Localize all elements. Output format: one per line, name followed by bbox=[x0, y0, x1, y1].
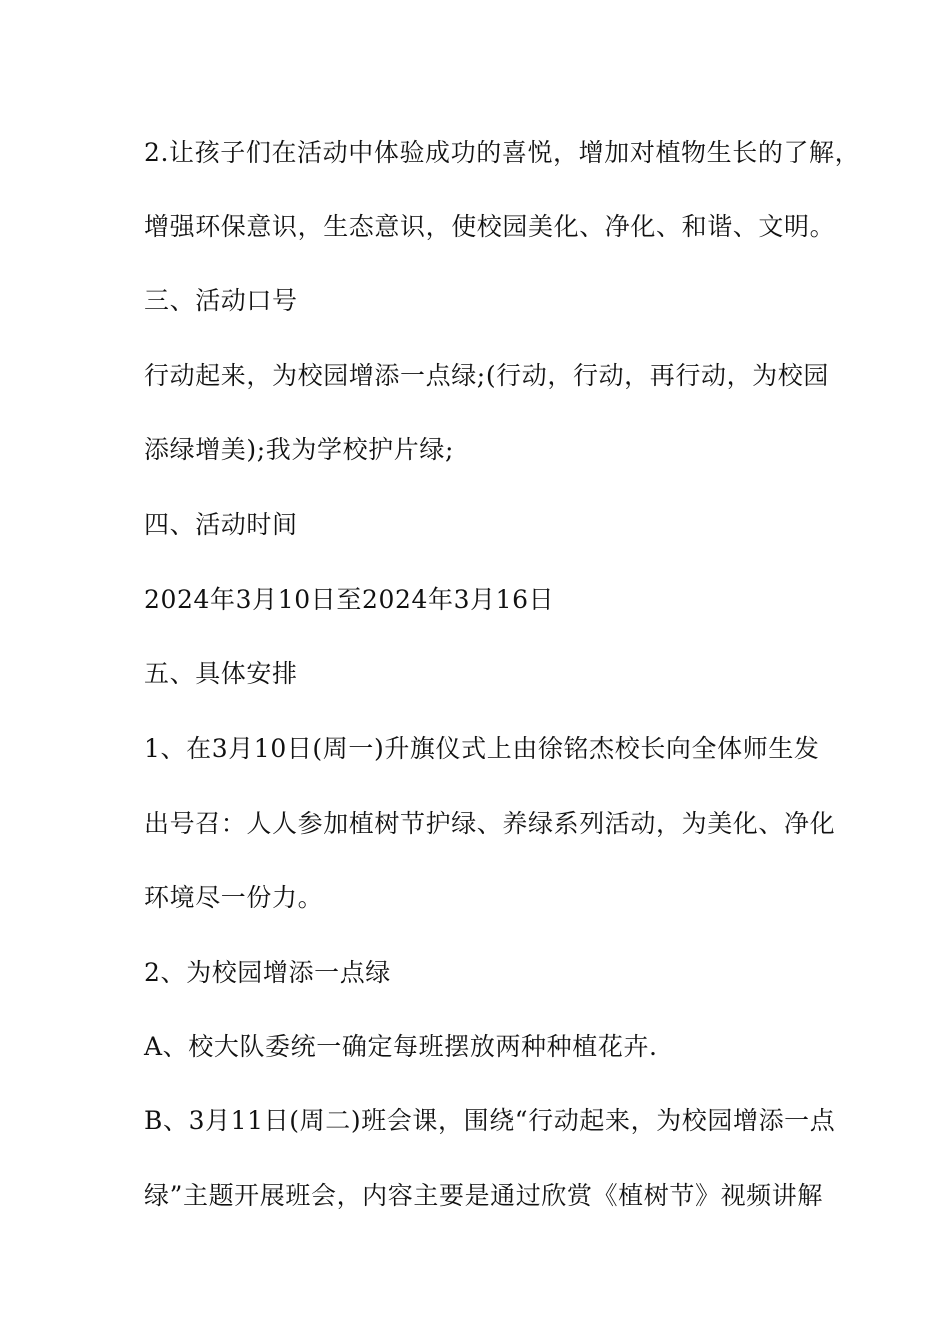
paragraph-item-b-line-1: B、3月11日(周二)班会课，围绕“行动起来，为校园增添一点 bbox=[144, 1106, 836, 1135]
subheading-arrangement-2: 2、为校园增添一点绿 bbox=[144, 958, 391, 987]
paragraph-goal-2-line-2: 增强环保意识，生态意识，使校园美化、净化、和谐、文明。 bbox=[144, 212, 836, 241]
paragraph-arrangement-1-line-1: 1、在3月10日(周一)升旗仪式上由徐铭杰校长向全体师生发 bbox=[144, 734, 820, 763]
paragraph-item-b-line-2: 绿”主题开展班会，内容主要是通过欣赏《植树节》视频讲解 bbox=[144, 1181, 823, 1210]
section-heading-arrangement: 五、具体安排 bbox=[144, 659, 298, 688]
section-heading-slogan: 三、活动口号 bbox=[144, 286, 298, 315]
paragraph-arrangement-1-line-2: 出号召：人人参加植树节护绿、养绿系列活动，为美化、净化 bbox=[144, 809, 836, 838]
paragraph-time: 2024年3月10日至2024年3月16日 bbox=[144, 585, 555, 614]
paragraph-slogan-line-2: 添绿增美);我为学校护片绿; bbox=[144, 435, 454, 464]
paragraph-item-a: A、校大队委统一确定每班摆放两种种植花卉. bbox=[144, 1032, 658, 1061]
section-heading-time: 四、活动时间 bbox=[144, 510, 298, 539]
paragraph-goal-2-line-1: 2.让孩子们在活动中体验成功的喜悦，增加对植物生长的了解， bbox=[144, 138, 861, 167]
paragraph-arrangement-1-line-3: 环境尽一份力。 bbox=[144, 883, 324, 912]
paragraph-slogan-line-1: 行动起来，为校园增添一点绿;(行动，行动，再行动，为校园 bbox=[144, 361, 829, 390]
